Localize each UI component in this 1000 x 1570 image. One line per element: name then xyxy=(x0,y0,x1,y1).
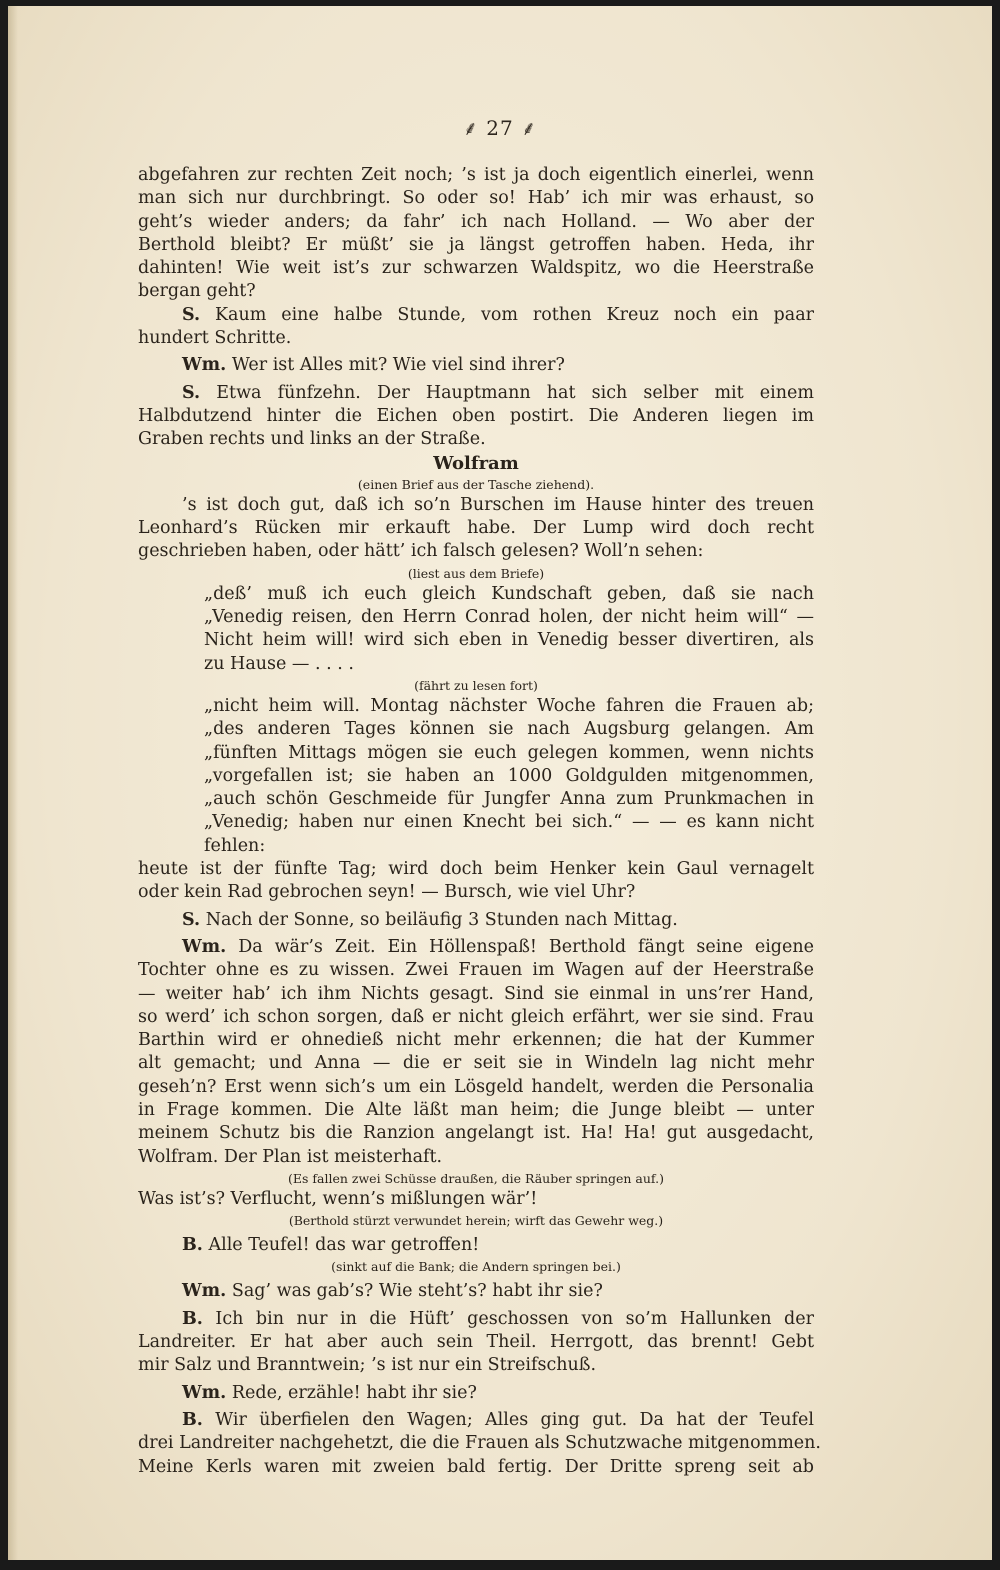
speaker-label: Wm. xyxy=(182,1382,227,1403)
speaker-label: B. xyxy=(182,1308,203,1329)
line-text: Etwa fünfzehn. Der Hauptmann hat sich selber mit einem xyxy=(216,382,814,403)
text-line xyxy=(138,187,814,210)
line-text: — weiter hab’ ich ihm Nichts gesagt. Sind sie einmal in uns’rer Hand, xyxy=(138,983,814,1004)
line-text: (Es fallen zwei Schüsse draußen, die Räuber springen auf.) xyxy=(288,1170,664,1186)
text-line xyxy=(138,494,814,517)
speaker-heading xyxy=(138,452,814,475)
line-text: so werd’ ich schon sorgen, daß er nicht gleich erfährt, wer sie sind. Frau xyxy=(138,1006,814,1027)
line-text: Da wär’s Zeit. Ein Höllenspaß! Berthold fängt seine eigene xyxy=(238,936,814,957)
line-text: Wolfram. Der Plan ist meisterhaft. xyxy=(138,1146,443,1167)
text-line xyxy=(138,835,814,858)
line-text: in Frage kommen. Die Alte läßt man heim; die Junge bleibt — unter xyxy=(138,1099,814,1120)
text-line xyxy=(138,629,814,652)
line-text: fehlen: xyxy=(204,835,266,856)
text-line xyxy=(138,858,814,881)
line-text: (liest aus dem Briefe) xyxy=(407,565,545,581)
text-line xyxy=(138,983,814,1006)
line-text: meinem Schutz bis die Ranzion angelangt ist. Ha! Ha! gut ausgedacht, xyxy=(138,1123,814,1144)
text-line xyxy=(138,1331,814,1354)
text-line xyxy=(138,1122,814,1145)
line-text: drei Landreiter nachgehetzt, die die Frauen als Schutzwache mitgenommen. xyxy=(138,1433,821,1454)
text-line xyxy=(138,1280,814,1303)
line-text: hundert Schritte. xyxy=(138,328,292,349)
text-line xyxy=(138,211,814,234)
line-text: ’s ist doch gut, daß ich so’n Burschen im Hause hinter des treuen xyxy=(182,494,814,515)
body-text xyxy=(138,164,821,1479)
text-line xyxy=(138,234,814,257)
text-line xyxy=(138,280,814,303)
line-text: Wolfram xyxy=(433,452,519,474)
text-line xyxy=(138,1382,814,1405)
line-text: (Berthold stürzt verwundet herein; wirft das Gewehr weg.) xyxy=(288,1213,664,1229)
line-text: „fünften Mittags mögen sie euch gelegen kommen, wenn nichts xyxy=(204,742,814,763)
page-number xyxy=(8,114,992,141)
text-line xyxy=(138,718,814,741)
line-text: Berthold bleibt? Er müßt’ sie ja längst getroffen haben. Heda, ihr xyxy=(138,234,814,255)
line-text: „Venedig reisen, den Herrn Conrad holen, der nicht heim will“ — xyxy=(204,607,814,628)
text-line xyxy=(138,1354,814,1377)
line-text: dahinten! Wie weit ist’s zur schwarzen Waldspitz, wo die Heerstraße xyxy=(138,258,814,279)
page-number-text: 27 xyxy=(486,116,514,140)
line-text: zu Hause — . . . . xyxy=(204,653,354,674)
text-line xyxy=(138,327,814,350)
line-text: Graben rechts und links an der Straße. xyxy=(138,429,486,450)
line-text: Nach der Sonne, so beiläufig 3 Stunden nach Mittag. xyxy=(205,909,678,930)
line-text: Ich bin nur in die Hüft’ geschossen von so’m Hallunken der xyxy=(215,1308,814,1329)
ornament-left: ⸙ xyxy=(462,116,487,140)
line-text: geseh’n? Erst wenn sich’s um ein Lösgeld handelt, werden die Personalia xyxy=(138,1076,814,1097)
line-text: geschrieben haben, oder hätt’ ich falsch gelesen? Woll’n sehen: xyxy=(138,541,704,562)
line-text: Nicht heim will! wird sich eben in Venedig besser divertiren, als xyxy=(204,630,814,651)
speaker-label: S. xyxy=(182,304,201,325)
text-line xyxy=(138,695,814,718)
line-text: Wer ist Alles mit? Wie viel sind ihrer? xyxy=(231,355,565,376)
line-text: „des anderen Tages können sie nach Augsburg gelangen. Am xyxy=(204,719,814,740)
text-line xyxy=(138,742,814,765)
line-text: (sinkt auf die Bank; die Andern springen bei.) xyxy=(331,1259,621,1275)
speaker-label: Wm. xyxy=(182,936,227,957)
text-line xyxy=(138,1006,814,1029)
text-line xyxy=(138,788,814,811)
ornament-right: ⸙ xyxy=(513,116,538,140)
text-line xyxy=(138,354,814,377)
stage-direction xyxy=(138,1169,814,1188)
line-text: alt gemacht; und Anna — die er seit sie in Windeln lag nicht mehr xyxy=(138,1053,814,1074)
text-line xyxy=(138,540,814,563)
speaker-label: S. xyxy=(182,382,201,403)
line-text: man sich nur durchbringt. So oder so! Hab’ ich mir was erhaust, so xyxy=(138,188,814,209)
line-text: geht’s wieder anders; da fahr’ ich nach Holland. — Wo aber der xyxy=(138,211,814,232)
stage-direction xyxy=(138,475,814,494)
text-line xyxy=(138,881,814,904)
text-line xyxy=(138,1456,814,1479)
line-text: Meine Kerls waren mit zweien bald fertig. Der Dritte spreng seit ab xyxy=(138,1456,814,1477)
text-line xyxy=(138,1432,821,1455)
text-line xyxy=(138,1409,814,1432)
text-line xyxy=(138,428,814,451)
stage-direction xyxy=(138,564,814,583)
line-text: Wir überfielen den Wagen; Alles ging gut. Da hat der Teufel xyxy=(215,1409,814,1430)
text-line xyxy=(138,653,814,676)
text-line xyxy=(138,1052,814,1075)
text-line xyxy=(138,606,814,629)
line-text: „Venedig; haben nur einen Knecht bei sich.“ — — es kann nicht xyxy=(204,812,814,833)
text-line xyxy=(138,765,814,788)
line-text: Tochter ohne es zu wissen. Zwei Frauen im Wagen auf der Heerstraße xyxy=(138,960,814,981)
line-text: Leonhard’s Rücken mir erkauft habe. Der Lump wird doch recht xyxy=(138,518,814,539)
line-text: Sag’ was gab’s? Wie steht’s? habt ihr sie? xyxy=(231,1281,603,1302)
text-line xyxy=(138,1146,814,1169)
line-text: Halbdutzend hinter die Eichen oben postirt. Die Anderen liegen im xyxy=(138,405,814,426)
line-text: Landreiter. Er hat aber auch sein Theil. Herrgott, das brennt! Gebt xyxy=(138,1332,814,1353)
line-text: Alle Teufel! das war getroffen! xyxy=(208,1235,480,1256)
text-line xyxy=(138,405,814,428)
text-line xyxy=(138,382,814,405)
text-line xyxy=(138,304,814,327)
text-line xyxy=(138,1029,814,1052)
line-text: Was ist’s? Verflucht, wenn’s mißlungen wär’! xyxy=(138,1188,538,1209)
speaker-label: B. xyxy=(182,1235,203,1256)
page-gutter xyxy=(8,6,18,1560)
speaker-label: Wm. xyxy=(182,1281,227,1302)
text-line xyxy=(138,1188,814,1211)
speaker-label: Wm. xyxy=(182,355,227,376)
text-line xyxy=(138,1099,814,1122)
speaker-label: B. xyxy=(182,1409,203,1430)
stage-direction xyxy=(138,1257,814,1276)
line-text: oder kein Rad gebrochen seyn! — Bursch, wie viel Uhr? xyxy=(138,882,636,903)
text-line xyxy=(138,164,814,187)
speaker-label: S. xyxy=(182,909,201,930)
text-line xyxy=(138,811,814,834)
text-line xyxy=(138,1308,814,1331)
line-text: „auch schön Geschmeide für Jungfer Anna zum Prunkmachen in xyxy=(204,789,814,810)
stage-direction xyxy=(138,1211,814,1230)
line-text: „nicht heim will. Montag nächster Woche fahren die Frauen ab; xyxy=(204,695,814,716)
line-text: abgefahren zur rechten Zeit noch; ’s ist ja doch eigentlich einerlei, wenn xyxy=(138,165,814,185)
line-text: „vorgefallen ist; sie haben an 1000 Goldgulden mitgenommen, xyxy=(204,765,814,786)
text-line xyxy=(138,257,814,280)
text-line xyxy=(138,909,814,932)
line-text: (fährt zu lesen fort) xyxy=(414,677,538,693)
stage-direction xyxy=(138,676,814,695)
text-line xyxy=(138,517,814,540)
line-text: (einen Brief aus der Tasche ziehend). xyxy=(357,476,595,492)
text-line xyxy=(138,936,814,959)
text-line xyxy=(138,583,814,606)
line-text: bergan geht? xyxy=(138,281,256,302)
line-text: Rede, erzähle! habt ihr sie? xyxy=(231,1382,477,1403)
book-page xyxy=(8,6,992,1560)
line-text: „deß’ muß ich euch gleich Kundschaft geben, daß sie nach xyxy=(204,583,814,604)
text-line xyxy=(138,1076,814,1099)
line-text: Barthin wird er ohnedieß nicht mehr erkennen; die hat der Kummer xyxy=(138,1030,814,1051)
text-line xyxy=(138,1234,814,1257)
line-text: heute ist der fünfte Tag; wird doch beim Henker kein Gaul vernagelt xyxy=(138,859,814,880)
line-text: Kaum eine halbe Stunde, vom rothen Kreuz noch ein paar xyxy=(214,304,814,325)
text-line xyxy=(138,959,814,982)
line-text: mir Salz und Branntwein; ’s ist nur ein Streifschuß. xyxy=(138,1355,597,1376)
